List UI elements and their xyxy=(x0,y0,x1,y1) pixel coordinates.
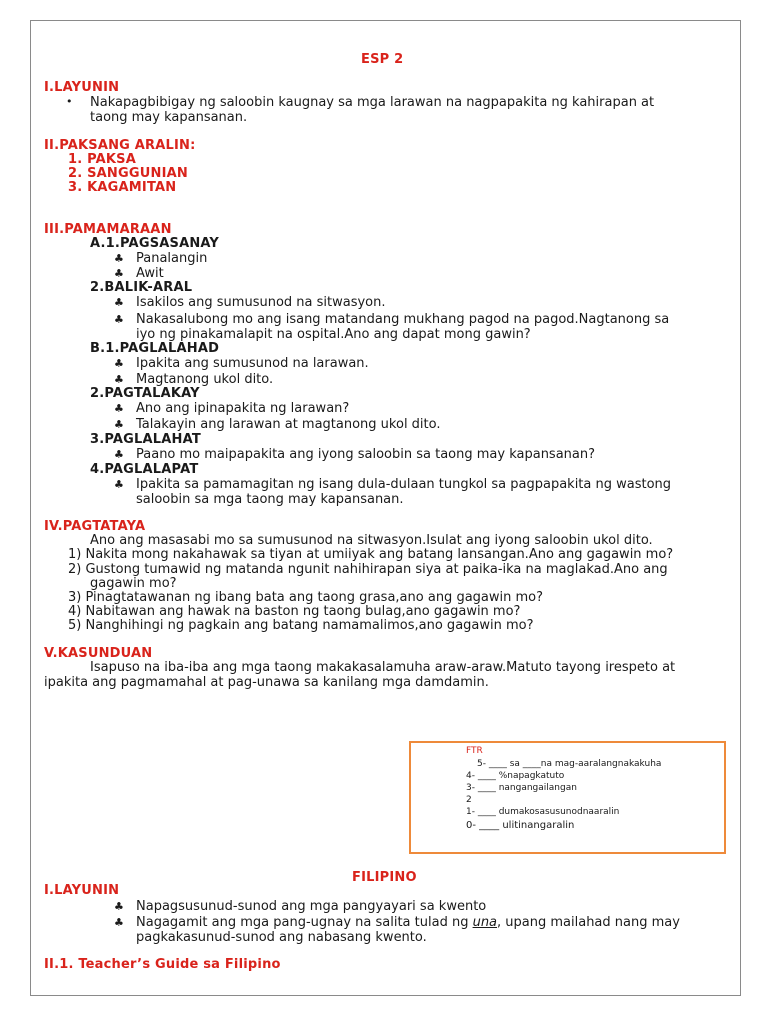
club-icon: ♣ xyxy=(114,900,124,913)
kasunduan-text: ipakita ang pagmamahal at pag-unawa sa kanilang mga damdamin. xyxy=(44,675,489,690)
ftr-box xyxy=(409,741,726,854)
b1-item: Magtanong ukol dito. xyxy=(136,372,274,387)
a1-item: Panalangin xyxy=(136,251,208,266)
layunin-text: taong may kapansanan. xyxy=(90,110,248,125)
ftr-row: 1- ____ dumakosasusunodnaaralin xyxy=(466,807,620,817)
pagtataya-item: 4) Nabitawan ang hawak na baston ng taong bulag,ano gagawin mo? xyxy=(68,604,521,619)
subheading-b4: 4.PAGLALAPAT xyxy=(90,462,199,477)
a2-item: iyo ng pinakamalapit na ospital.Ano ang dapat mong gawin? xyxy=(136,327,531,342)
filipino-item-text: , upang mailahad nang may xyxy=(497,915,680,930)
subheading-b1: B.1.PAGLALAHAD xyxy=(90,341,220,356)
pagtataya-item: 2) Gustong tumawid ng matanda ngunit nahihirapan siya at paika-ika na maglakad.Ano ang xyxy=(68,562,668,577)
club-icon: ♣ xyxy=(114,313,124,326)
kasunduan-heading: V.KASUNDUAN xyxy=(44,646,153,661)
subheading-a2: 2.BALIK-ARAL xyxy=(90,280,193,295)
club-icon: ♣ xyxy=(114,357,124,370)
pagtataya-item: 5) Nanghihingi ng pagkain ang batang namamalimos,ano gagawin mo? xyxy=(68,618,534,633)
ftr-row: 0- ____ ulitinangaralin xyxy=(466,820,575,831)
filipino-item: pagkakasunud-sunod ang nabasang kwento. xyxy=(136,930,427,945)
club-icon: ♣ xyxy=(114,418,124,431)
ftr-row: 4- ____ %napagkatuto xyxy=(466,771,565,781)
b4-item: saloobin sa mga taong may kapansanan. xyxy=(136,492,404,507)
club-icon: ♣ xyxy=(114,402,124,415)
ftr-row: 5- ____ sa ____na mag-aaralangnakakuha xyxy=(477,759,662,769)
paksang-item: 3. KAGAMITAN xyxy=(68,180,177,195)
esp-title: ESP 2 xyxy=(361,52,404,67)
pagtataya-heading: IV.PAGTATAYA xyxy=(44,519,146,534)
filipino-layunin-heading: I.LAYUNIN xyxy=(44,883,120,898)
b2-item: Talakayin ang larawan at magtanong ukol dito. xyxy=(136,417,441,432)
filipino-item: Napagsusunud-sunod ang mga pangyayari sa kwento xyxy=(136,899,487,914)
subheading-a1: A.1.PAGSASANAY xyxy=(90,236,220,251)
club-icon: ♣ xyxy=(114,916,124,929)
b1-item: Ipakita ang sumusunod na larawan. xyxy=(136,356,369,371)
pagtataya-item: 3) Pinagtatawanan ng ibang bata ang taong grasa,ano ang gagawin mo? xyxy=(68,590,544,605)
esp-layunin-heading: I.LAYUNIN xyxy=(44,80,120,95)
pagtataya-item: 1) Nakita mong nakahawak sa tiyan at umiiyak ang batang lansangan.Ano ang gagawin mo? xyxy=(68,547,674,562)
club-icon: ♣ xyxy=(114,373,124,386)
filipino-item xyxy=(136,915,680,930)
pamamaraan-heading: III.PAMAMARAAN xyxy=(44,222,172,237)
club-icon: ♣ xyxy=(114,478,124,491)
paksang-item: 1. PAKSA xyxy=(68,152,137,167)
subheading-b2: 2.PAGTALAKAY xyxy=(90,386,200,401)
filipino-heading2: II.1. Teacher’s Guide sa Filipino xyxy=(44,957,281,972)
filipino-title: FILIPINO xyxy=(352,870,417,885)
club-icon: ♣ xyxy=(114,296,124,309)
b4-item: Ipakita sa pamamagitan ng isang dula-dulaan tungkol sa pagpapakita ng wastong xyxy=(136,477,672,492)
paksang-heading: II.PAKSANG ARALIN: xyxy=(44,138,196,153)
kasunduan-text: Isapuso na iba-iba ang mga taong makakasalamuha araw-araw.Matuto tayong irespeto at xyxy=(90,660,676,675)
ftr-row: 3- ____ nangangailangan xyxy=(466,783,577,793)
layunin-text: Nakapagbibigay ng saloobin kaugnay sa mga larawan na nagpapakita ng kahirapan at xyxy=(90,95,655,110)
paksang-item: 2. SANGGUNIAN xyxy=(68,166,188,181)
subheading-b3: 3.PAGLALAHAT xyxy=(90,432,201,447)
club-icon: ♣ xyxy=(114,448,124,461)
a2-item: Isakilos ang sumusunod na sitwasyon. xyxy=(136,295,386,310)
a1-item: Awit xyxy=(136,266,164,281)
filipino-item-emphasis: una xyxy=(472,915,498,930)
b2-item: Ano ang ipinapakita ng larawan? xyxy=(136,401,350,416)
pagtataya-intro: Ano ang masasabi mo sa sumusunod na sitwasyon.Isulat ang iyong saloobin ukol dito. xyxy=(90,533,653,548)
club-icon: ♣ xyxy=(114,267,124,280)
club-icon: ♣ xyxy=(114,252,124,265)
b3-item: Paano mo maipapakita ang iyong saloobin sa taong may kapansanan? xyxy=(136,447,596,462)
filipino-item-text: Nagagamit ang mga pang-ugnay na salita tulad ng xyxy=(136,915,473,930)
ftr-row: 2 xyxy=(466,795,472,805)
ftr-label: FTR xyxy=(466,746,483,756)
a2-item: Nakasalubong mo ang isang matandang mukhang pagod na pagod.Nagtanong sa xyxy=(136,312,670,327)
bullet-dot-icon: • xyxy=(66,95,73,108)
pagtataya-item: gagawin mo? xyxy=(90,576,177,591)
